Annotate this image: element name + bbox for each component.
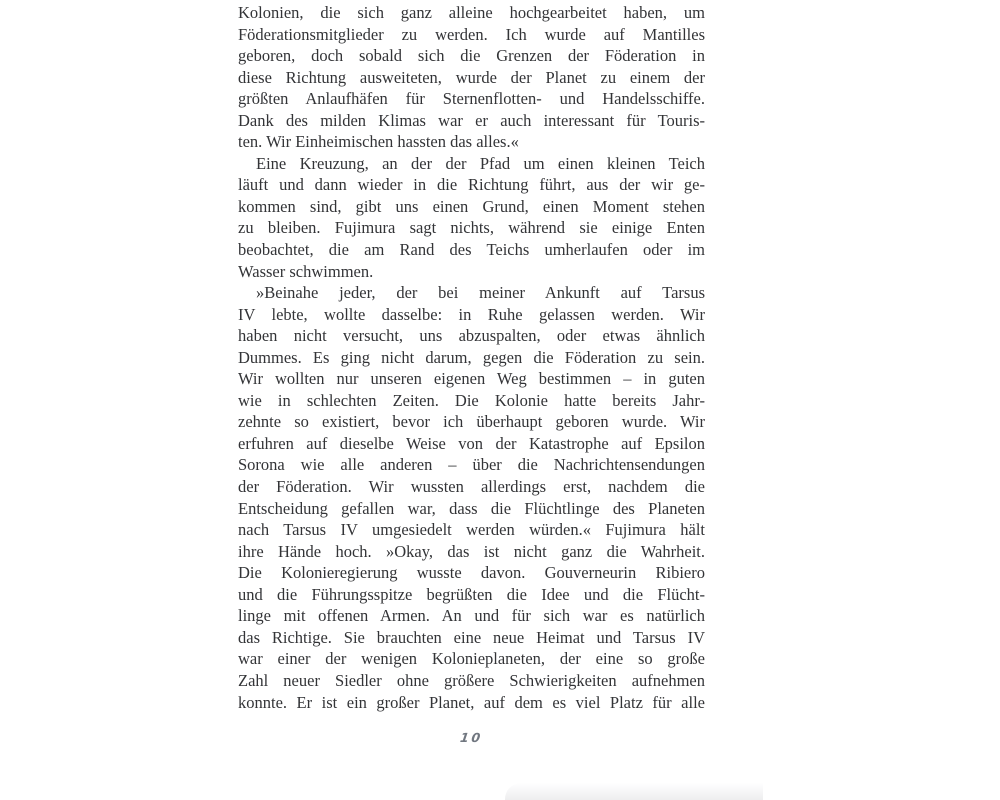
text-line: Kolonien, die sich ganz alleine hochgearbeitet haben, um — [238, 3, 705, 22]
paragraph — [238, 282, 705, 713]
text-line: diese Richtung ausweiteten, wurde der Planet zu einem der — [238, 67, 705, 87]
text-line: Eine Kreuzung, an der der Pfad um einen kleinen Teich — [256, 153, 705, 173]
text-line: Dank des milden Klimas war er auch interessant für Touris- — [238, 110, 705, 130]
text-line: kommen sind, gibt uns einen Grund, einen Moment stehen — [238, 196, 705, 216]
text-line: das Richtige. Sie brauchten eine neue Heimat und Tarsus IV — [238, 627, 705, 647]
text-line: Sorona wie alle anderen – über die Nachrichtensendungen — [238, 455, 705, 475]
text-line: IV lebte, wollte dasselbe: in Ruhe gelassen werden. Wir — [238, 304, 705, 324]
text-line: Wir wollten nur unseren eigenen Weg bestimmen – in guten — [238, 369, 705, 389]
text-line: beobachtet, die am Rand des Teichs umherlaufen oder im — [238, 240, 705, 260]
text-line: »Beinahe jeder, der bei meiner Ankunft auf Tarsus — [256, 283, 705, 303]
paragraph — [238, 2, 705, 153]
text-line: konnte. Er ist ein großer Planet, auf dem es viel Platz für alle — [238, 692, 705, 712]
text-line: erfuhren auf dieselbe Weise von der Katastrophe auf Epsilon — [238, 433, 705, 453]
text-line: wie in schlechten Zeiten. Die Kolonie hatte bereits Jahr- — [238, 390, 705, 410]
text-line: läuft und dann wieder in die Richtung führt, aus der wir ge- — [238, 175, 705, 195]
text-line: und die Führungsspitze begrüßten die Idee und die Flücht- — [238, 584, 705, 604]
text-line: linge mit offenen Armen. An und für sich war es natürlich — [238, 606, 705, 626]
text-line: zu bleiben. Fujimura sagt nichts, während sie einige Enten — [238, 218, 705, 238]
text-line: haben nicht versucht, uns abzuspalten, oder etwas ähnlich — [238, 326, 705, 346]
text-line: Dummes. Es ging nicht darum, gegen die Föderation zu sein. — [238, 347, 705, 367]
text-line: Föderationsmitglieder zu werden. Ich wurde auf Mantilles — [238, 24, 705, 44]
text-line: Die Kolonieregierung wusste davon. Gouverneurin Ribiero — [238, 563, 705, 583]
bottom-overlay-edge — [505, 783, 763, 800]
paragraph — [238, 153, 705, 282]
text-line: war einer der wenigen Kolonieplaneten, der eine so große — [238, 649, 705, 669]
text-line: Entscheidung gefallen war, dass die Flüchtlinge des Planeten — [238, 498, 705, 518]
text-line: Zahl neuer Siedler ohne größere Schwierigkeiten aufnehmen — [238, 670, 705, 690]
text-line: größten Anlaufhäfen für Sternenflotten- und Handelsschiffe. — [238, 89, 705, 109]
text-line: ten. Wir Einheimischen hassten das alles.« — [238, 132, 519, 152]
text-line: nach Tarsus IV umgesiedelt werden würden.« Fujimura hält — [238, 520, 705, 540]
text-line: geboren, doch sobald sich die Grenzen der Föderation in — [238, 46, 705, 66]
page-text — [238, 2, 705, 713]
text-line: ihre Hände hoch. »Okay, das ist nicht ganz die Wahrheit. — [238, 541, 705, 561]
text-line: Wasser schwimmen. — [238, 261, 374, 281]
text-line: zehnte so existiert, bevor ich überhaupt geboren wurde. Wir — [238, 412, 705, 432]
text-line: der Föderation. Wir wussten allerdings erst, nachdem die — [238, 477, 705, 497]
page-number: 10 — [459, 730, 484, 745]
